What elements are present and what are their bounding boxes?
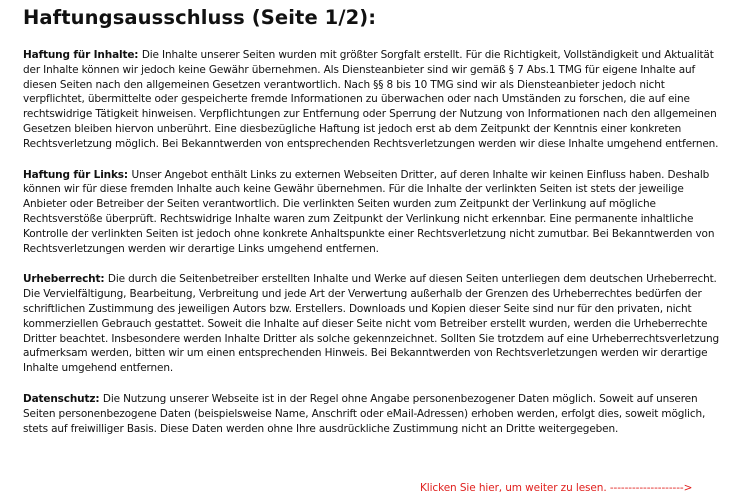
section-heading: Datenschutz:: [23, 392, 103, 405]
section-heading: Urheberrecht:: [23, 273, 108, 286]
section-liability-content: [23, 48, 728, 152]
section-body: Die Inhalte unserer Seiten wurden mit größter Sorgfalt erstellt. Für die Richtigkeit, Vollständigkeit und Aktualität der Inhalte können wir jedoch keine Gewähr übernehmen. Als Diensteanbieter sind wir gemäß § 7 Abs.1 TMG für eigene Inhalte auf diesen Seiten nach den allgemeinen Gesetzen verantwortlich. Nach §§ 8 bis 10 TMG sind wir als Diensteanbieter jedoch nicht verpflichtet, übermittelte oder gespeicherte fremde Informationen zu überwachen oder nach Umständen zu forschen, die auf eine rechtswidrige Tätigkeit hinweisen. Verpflichtungen zur Entfernung oder Sperrung der Nutzung von Informationen nach den allgemeinen Gesetzen bleiben hiervon unberührt. Eine diesbezügliche Haftung ist jedoch erst ab dem Zeitpunkt der Kenntnis einer konkreten Rechtsverletzung möglich. Bei Bekanntwerden von entsprechenden Rechtsverletzungen werden wir diese Inhalte umgehend entfernen.: [23, 49, 719, 150]
page-title: Haftungsausschluss (Seite 1/2):: [23, 6, 377, 29]
section-liability-links: [23, 168, 728, 257]
next-page-link[interactable]: Klicken Sie hier, um weiter zu lesen. -------------------->: [420, 482, 693, 494]
section-body: Die Nutzung unserer Webseite ist in der Regel ohne Angabe personenbezogener Daten möglich. Soweit auf unseren Seiten personenbezogene Daten (beispielsweise Name, Anschrift oder eMail-Adressen) erhoben werden, erfolgt dies, soweit möglich, stets auf freiwilliger Basis. Diese Daten werden ohne Ihre ausdrückliche Zustimmung nicht an Dritte weitergegeben.: [23, 392, 706, 435]
section-heading: Haftung für Inhalte:: [23, 49, 142, 61]
section-body: Die durch die Seitenbetreiber erstellten Inhalte und Werke auf diesen Seiten unterliegen dem deutschen Urheberrecht. Die Vervielfältigung, Bearbeitung, Verbreitung und jede Art der Verwertung außerhalb der Grenzen des Urheberrechtes bedürfen der schriftlichen Zustimmung des jeweiligen Autors bzw. Erstellers. Downloads und Kopien dieser Seite sind nur für den privaten, nicht kommerziellen Gebrauch gestattet. Soweit die Inhalte auf dieser Seite nicht vom Betreiber erstellt wurden, werden die Urheberrechte Dritter beachtet. Insbesondere werden Inhalte Dritter als solche gekennzeichnet. Sollten Sie trotzdem auf eine Urheberrechtsverletzung aufmerksam werden, bitten wir um einen entsprechenden Hinweis. Bei Bekanntwerden von Rechtsverletzungen werden wir derartige Inhalte umgehend entfernen.: [23, 273, 719, 375]
section-copyright: [23, 272, 728, 376]
section-data-protection: [23, 392, 728, 436]
section-heading: Haftung für Links:: [23, 168, 132, 181]
section-body: Unser Angebot enthält Links zu externen Webseiten Dritter, auf deren Inhalte wir keinen Einfluss haben. Deshalb können wir für diese fremden Inhalte auch keine Gewähr übernehmen. Für die Inhalte der verlinkten Seiten ist stets der jeweilige Anbieter oder Betreiber der Seiten verantwortlich. Die verlinkten Seiten wurden zum Zeitpunkt der Verlinkung auf mögliche Rechtsverstöße überprüft. Rechtswidrige Inhalte waren zum Zeitpunkt der Verlinkung nicht erkennbar. Eine permanente inhaltliche Kontrolle der verlinkten Seiten ist jedoch ohne konkrete Anhaltspunkte einer Rechtsverletzung nicht zumutbar. Bei Bekanntwerden von Rechtsverletzungen werden wir derartige Links umgehend entfernen.: [23, 168, 715, 255]
